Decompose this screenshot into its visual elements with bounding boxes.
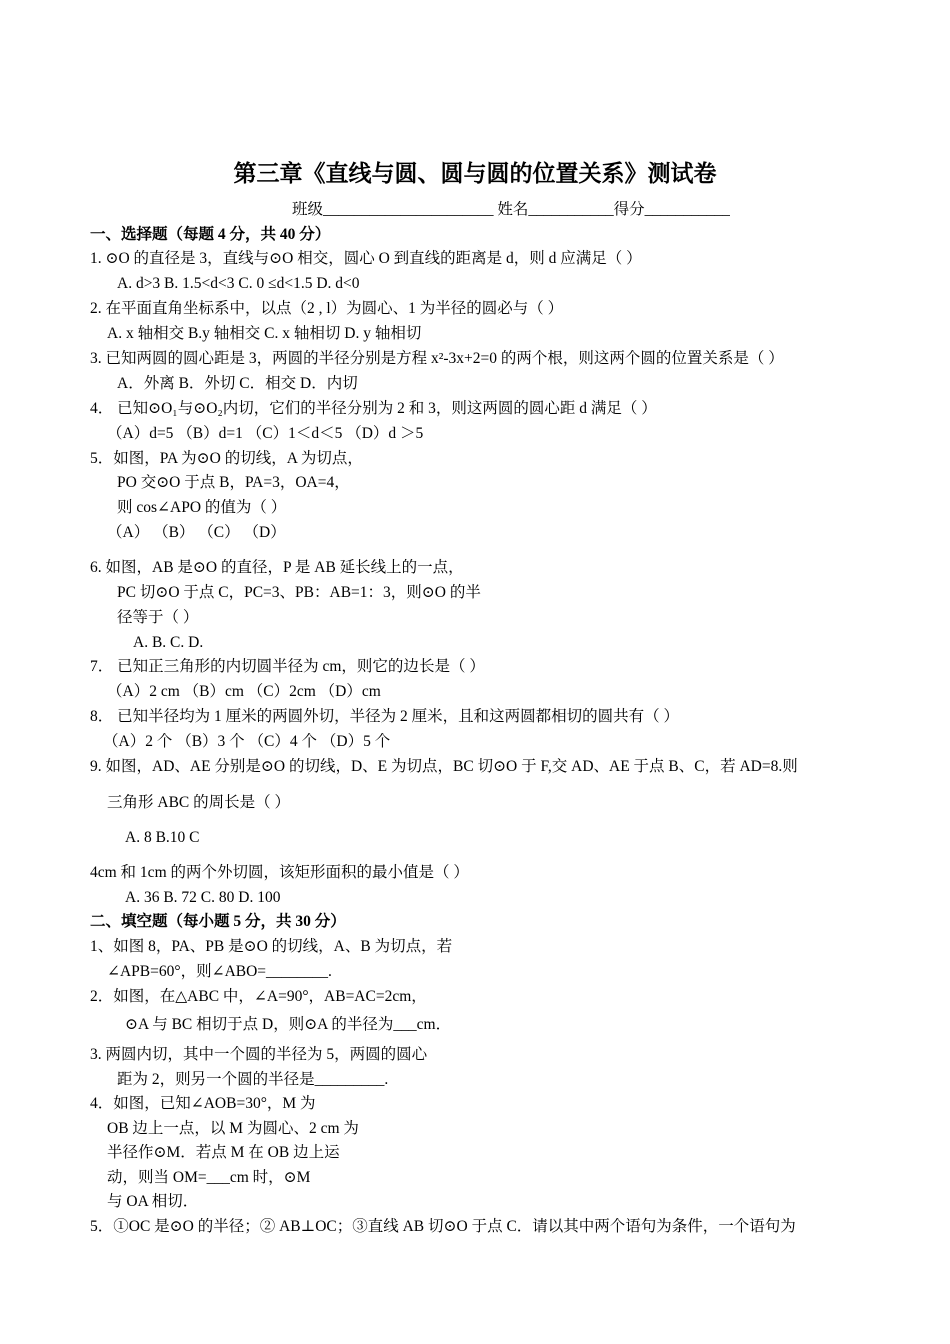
- question-3-options: A．外离 B．外切 C．相交 D．内切: [117, 375, 358, 392]
- section-heading-choice: 一、选择题（每题 4 分，共 40 分）: [90, 226, 331, 243]
- fill-2-line-1: 2．如图，在△ABC 中，∠A=90°，AB=AC=2cm，: [90, 988, 427, 1005]
- question-10: 4cm 和 1cm 的两个外切圆，该矩形面积的最小值是（ ）: [90, 864, 469, 881]
- page-title: 第三章《直线与圆、圆与圆的位置关系》测试卷: [233, 161, 717, 187]
- fill-3-line-2: 距为 2，则另一个圆的半径是_________.: [117, 1071, 389, 1088]
- question-6-line-1: 6. 如图，AB 是⊙O 的直径，P 是 AB 延长线上的一点，: [90, 559, 464, 576]
- question-9-line-1: 9. 如图，AD、AE 分别是⊙O 的切线，D、E 为切点，BC 切⊙O 于 F,交 AD、AE 于点 B、C，若 AD=8.则: [90, 758, 798, 775]
- question-4: 4． 已知⊙O₁与⊙O₂内切，它们的半径分别为 2 和 3，则这两圆的圆心距 d 满足（ ）: [90, 400, 657, 417]
- question-1: 1. ⊙O 的直径是 3，直线与⊙O 相交，圆心 O 到直线的距离是 d，则 d 应满足（ ）: [90, 250, 642, 267]
- question-9-line-2: 三角形 ABC 的周长是（ ）: [107, 794, 290, 811]
- fill-1-line-1: 1、如图 8，PA、PB 是⊙O 的切线，A、B 为切点，若: [90, 938, 453, 955]
- fill-4-line-3: 半径作⊙M．若点 M 在 OB 边上运: [107, 1144, 340, 1161]
- fill-5: 5．①OC 是⊙O 的半径；② AB⊥OC；③直线 AB 切⊙O 于点 C．请以其中两个语句为条件，一个语句为: [90, 1218, 796, 1235]
- fill-3-line-1: 3. 两圆内切，其中一个圆的半径为 5，两圆的圆心: [90, 1046, 428, 1063]
- question-2: 2. 在平面直角坐标系中，以点（2 , l）为圆心、1 为半径的圆必与（ ）: [90, 300, 564, 317]
- question-2-options: A. x 轴相交 B.y 轴相交 C. x 轴相切 D. y 轴相切: [107, 325, 422, 342]
- question-5-options: （A） （B） （C） （D）: [107, 524, 286, 541]
- question-8: 8． 已知半径均为 1 厘米的两圆外切，半径为 2 厘米，且和这两圆都相切的圆共有（ ）: [90, 708, 680, 725]
- fill-4-line-1: 4．如图，已知∠AOB=30°，M 为: [90, 1095, 316, 1112]
- question-5-line-2: PO 交⊙O 于点 B，PA=3，OA=4，: [117, 474, 350, 491]
- question-6-line-2: PC 切⊙O 于点 C，PC=3、PB：AB=1：3，则⊙O 的半: [117, 584, 481, 601]
- question-3: 3. 已知两圆的圆心距是 3，两圆的半径分别是方程 x²-3x+2=0 的两个根，则这两个圆的位置关系是（ ）: [90, 350, 784, 367]
- student-info-line: 班级______________________ 姓名___________得分___________: [292, 201, 730, 218]
- question-10-options: A. 36 B. 72 C. 80 D. 100: [125, 889, 281, 906]
- question-6-options: A. B. C. D.: [133, 634, 204, 651]
- question-5-line-3: 则 cos∠APO 的值为（ ）: [117, 499, 287, 516]
- question-8-options: （A）2 个 （B）3 个 （C）4 个 （D）5 个: [103, 733, 391, 750]
- fill-1-line-2: ∠APB=60°，则∠ABO=________.: [107, 963, 332, 980]
- question-6-line-3: 径等于（ ）: [117, 609, 199, 626]
- question-1-options: A. d>3 B. 1.5<d<3 C. 0 ≤d<1.5 D. d<0: [117, 275, 360, 292]
- question-5-line-1: 5．如图，PA 为⊙O 的切线，A 为切点，: [90, 450, 363, 467]
- question-9-options: A. 8 B.10 C: [125, 829, 200, 846]
- fill-2-line-2: ⊙A 与 BC 相切于点 D，则⊙A 的半径为___cm．: [125, 1016, 452, 1033]
- question-7-options: （A）2 cm （B）cm （C）2cm （D）cm: [107, 683, 381, 700]
- question-4-options: （A）d=5 （B）d=1 （C）1＜d＜5 （D）d ＞5: [107, 425, 424, 442]
- section-heading-fill: 二、填空题（每小题 5 分，共 30 分）: [90, 913, 346, 930]
- fill-4-line-4: 动，则当 OM=___cm 时，⊙M: [107, 1169, 311, 1186]
- fill-4-line-5: 与 OA 相切．: [107, 1193, 199, 1210]
- question-7: 7． 已知正三角形的内切圆半径为 cm，则它的边长是（ ）: [90, 658, 485, 675]
- fill-4-line-2: OB 边上一点，以 M 为圆心、2 cm 为: [107, 1120, 359, 1137]
